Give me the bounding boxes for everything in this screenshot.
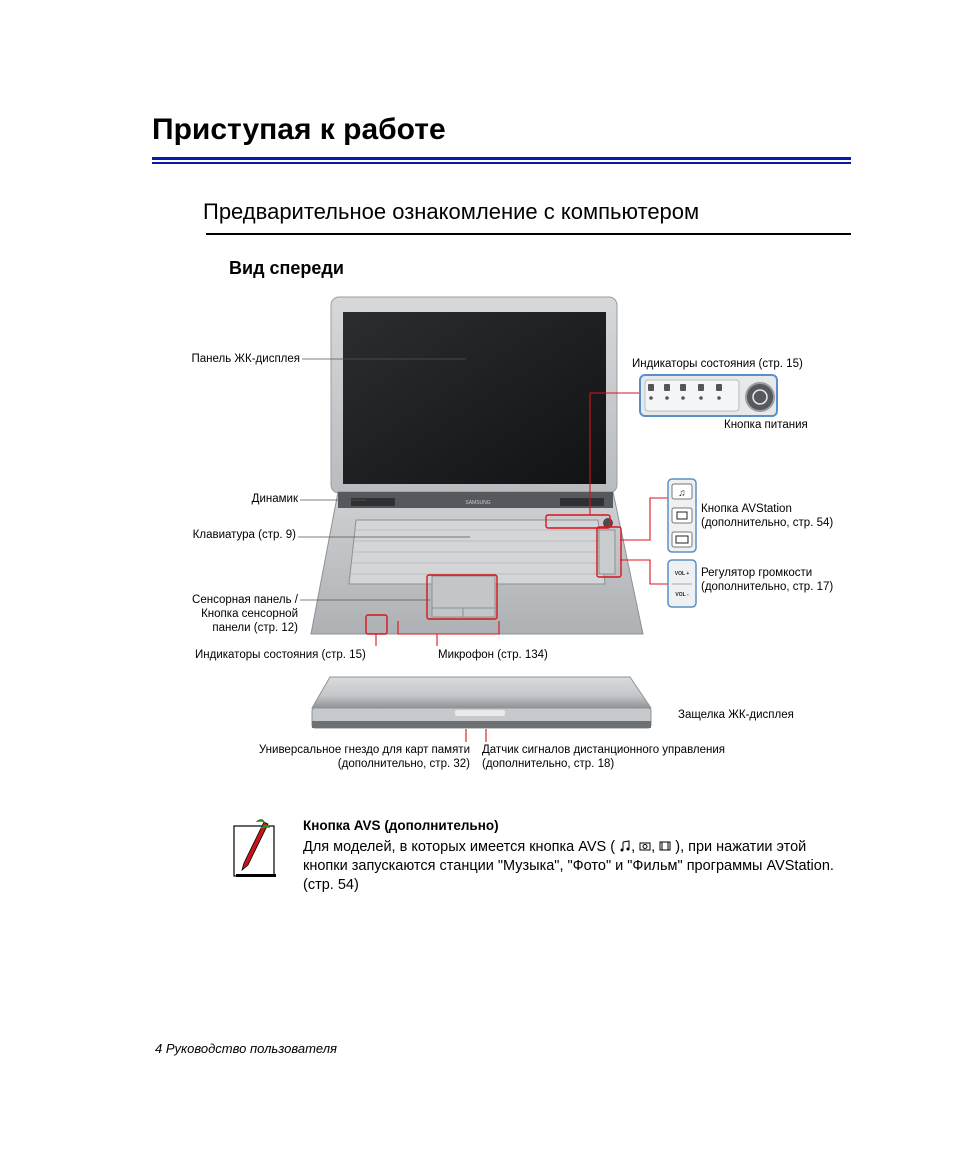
avstation-button-inset: [668, 479, 696, 552]
label-touchpad-line3: панели (стр. 12): [212, 622, 298, 634]
label-card-slot-line1: Универсальное гнездо для карт памяти: [258, 744, 470, 756]
label-keyboard: Клавиатура (стр. 9): [192, 529, 296, 541]
speaker-left: [351, 498, 395, 506]
laptop-closed: [312, 677, 651, 728]
label-remote-sensor-line1: Датчик сигналов дистанционного управления: [482, 744, 726, 756]
svg-text:VOL +: VOL +: [674, 571, 690, 577]
volume-control-inset: [668, 560, 696, 607]
lcd-screen: [343, 312, 606, 484]
section-title: Предварительное ознакомление с компьютером: [203, 199, 700, 224]
film-icon: [659, 840, 671, 852]
subsection-title: Вид спереди: [229, 258, 344, 278]
music-icon: [619, 840, 631, 852]
photo-icon: [639, 840, 651, 852]
svg-text:VOL -: VOL -: [675, 592, 689, 598]
label-volume-line1: Регулятор громкости: [701, 567, 813, 579]
label-status-indicators-bottom: Индикаторы состояния (стр. 15): [195, 649, 366, 661]
label-touchpad-line1: Сенсорная панель /: [192, 594, 298, 606]
note-text: Для моделей, в которых имеется кнопка AVS ( , , ), при нажатии этой кнопки запускаются станции "Музыка", "Фото" и "Фильм" программы AVStation. (стр. 54): [303, 839, 834, 893]
label-touchpad-line2: Кнопка сенсорной: [201, 608, 298, 620]
speaker-right: [560, 498, 604, 506]
laptop-open: [311, 297, 643, 634]
page-footer: 4 Руководство пользователя: [155, 1041, 337, 1056]
note-text-after: ), при нажатии этой кнопки запускаются станции "Музыка", "Фото" и "Фильм" программы AVStation. (стр. 54): [303, 839, 834, 893]
note-text-before: Для моделей, в которых имеется кнопка AVS (: [303, 839, 616, 855]
power-button-inset: [746, 383, 774, 411]
label-status-indicators-top: Индикаторы состояния (стр. 15): [632, 358, 803, 370]
label-microphone: Микрофон (стр. 134): [438, 649, 548, 661]
label-remote-sensor-line2: (дополнительно, стр. 18): [482, 758, 615, 770]
label-power-button: Кнопка питания: [724, 419, 808, 431]
note-pencil-icon: [233, 819, 279, 879]
label-speaker: Динамик: [251, 493, 298, 505]
note-title: Кнопка AVS (дополнительно): [303, 818, 499, 833]
status-indicator-inset: [640, 375, 777, 416]
svg-text:♫: ♫: [678, 488, 686, 499]
brand-logo: SAMSUNG: [465, 500, 491, 506]
chapter-title: Приступая к работе: [152, 113, 446, 146]
label-lcd-panel: Панель ЖК-дисплея: [191, 353, 300, 365]
label-avstation-line1: Кнопка AVStation: [701, 503, 792, 515]
label-volume-line2: (дополнительно, стр. 17): [701, 581, 834, 593]
label-lcd-latch: Защелка ЖК-дисплея: [678, 709, 794, 721]
label-avstation-line2: (дополнительно, стр. 54): [701, 517, 834, 529]
label-card-slot-line2: (дополнительно, стр. 32): [337, 758, 470, 770]
